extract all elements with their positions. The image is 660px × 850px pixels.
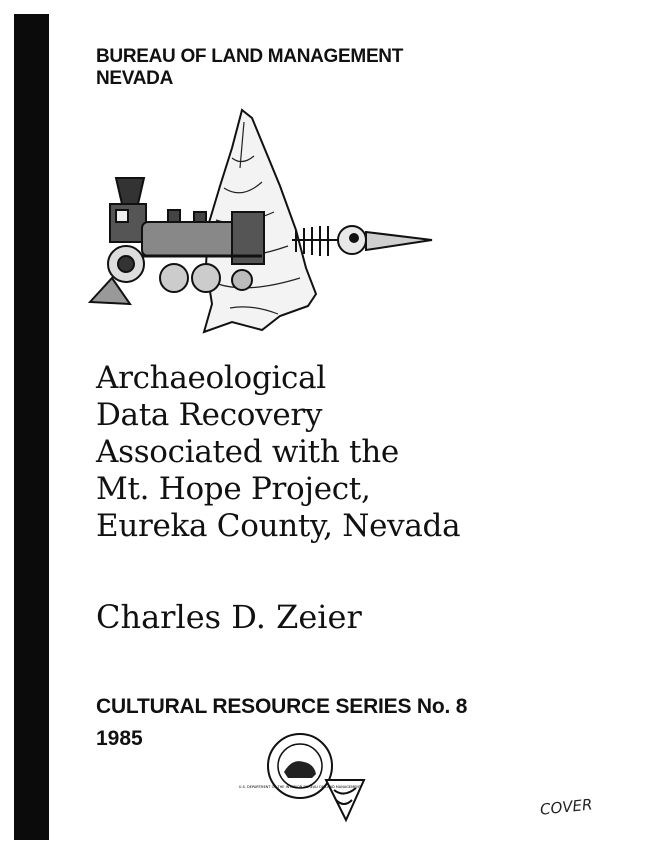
title-line: Mt. Hope Project, <box>96 471 371 507</box>
seal-text: U.S. DEPARTMENT OF THE INTERIOR BUREAU OF LAND MANAGEMENT <box>238 785 362 789</box>
agency-state: NEVADA <box>96 68 174 89</box>
title-line: Data Recovery <box>96 397 323 433</box>
handwritten-note: COVER <box>539 795 594 819</box>
fish-skeleton-icon <box>292 226 432 256</box>
series-label: CULTURAL RESOURCE SERIES No. 8 <box>96 695 468 718</box>
locomotive-arrowhead-fish-illustration <box>82 108 442 340</box>
title-line: Eureka County, Nevada <box>96 508 461 544</box>
agency-name: BUREAU OF LAND MANAGEMENT <box>96 46 404 67</box>
report-title <box>96 360 460 545</box>
title-line: Archaeological <box>96 360 326 396</box>
black-spine-bar <box>14 14 49 840</box>
doi-blm-seal-icon <box>238 728 368 824</box>
author-name: Charles D. Zeier <box>96 598 362 636</box>
agency-header <box>96 46 403 90</box>
title-line: Associated with the <box>96 434 399 470</box>
publication-year: 1985 <box>96 727 143 750</box>
